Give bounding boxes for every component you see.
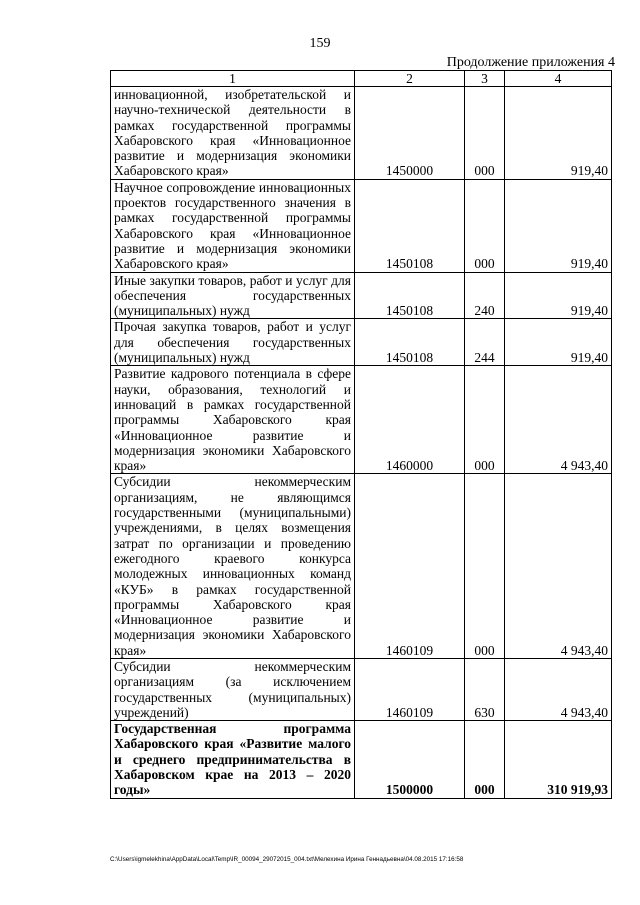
budget-table xyxy=(110,70,612,799)
continuation-label: Продолжение приложения 4 xyxy=(446,55,615,70)
row-code: 1460109 xyxy=(355,658,465,720)
row-name: Научное сопровождение инновационных проектов государственного значения в рамках государственной программы Хабаровского края «Инновационное развитие и модернизация экономики Хабаровского края» xyxy=(111,179,355,272)
table-row xyxy=(111,272,612,319)
row-sum: 919,40 xyxy=(505,319,612,366)
row-code: 1450000 xyxy=(355,87,465,180)
row-type: 244 xyxy=(465,319,505,366)
header-col-1: 1 xyxy=(111,71,355,87)
table-row-program-total xyxy=(111,721,612,798)
row-code: 1500000 xyxy=(355,721,465,798)
file-path-footer: C:\Users\igmelekhina\AppData\Local\Temp\IR_00094_29072015_004.txt\Мелехина Ирина Геннадьевна\04.08.2015 17:16:58 xyxy=(110,856,464,863)
table-row xyxy=(111,87,612,180)
row-code: 1460109 xyxy=(355,474,465,659)
header-col-3: 3 xyxy=(465,71,505,87)
page-number: 159 xyxy=(309,36,331,51)
row-type: 000 xyxy=(465,366,505,474)
row-type: 000 xyxy=(465,87,505,180)
header-col-2: 2 xyxy=(355,71,465,87)
row-type: 000 xyxy=(465,721,505,798)
row-sum: 919,40 xyxy=(505,87,612,180)
row-type: 630 xyxy=(465,658,505,720)
table-row xyxy=(111,319,612,366)
row-name: инновационной, изобретательской и научно-технической деятельности в рамках государственной программы Хабаровского края «Инновационное развитие и модернизация экономики Хабаровского края» xyxy=(111,87,355,180)
row-sum: 4 943,40 xyxy=(505,658,612,720)
row-sum: 919,40 xyxy=(505,272,612,319)
row-type: 240 xyxy=(465,272,505,319)
row-sum: 919,40 xyxy=(505,179,612,272)
row-code: 1450108 xyxy=(355,272,465,319)
row-code: 1450108 xyxy=(355,319,465,366)
table-header-row xyxy=(111,71,612,87)
table-row xyxy=(111,366,612,474)
table-row xyxy=(111,179,612,272)
row-name: Иные закупки товаров, работ и услуг для обеспечения государственных (муниципальных) нужд xyxy=(111,272,355,319)
header-col-4: 4 xyxy=(505,71,612,87)
row-code: 1460000 xyxy=(355,366,465,474)
table-row xyxy=(111,658,612,720)
row-type: 000 xyxy=(465,474,505,659)
row-name: Развитие кадрового потенциала в сфере науки, образования, технологий и инноваций в рамках государственной программы Хабаровского края «Инновационное развитие и модернизация экономики Хабаровского края» xyxy=(111,366,355,474)
row-name: Государственная программа Хабаровского края «Развитие малого и среднего предпринимательства в Хабаровском крае на 2013 – 2020 годы» xyxy=(111,721,355,798)
row-sum: 4 943,40 xyxy=(505,474,612,659)
row-name: Субсидии некоммерческим организациям (за исключением государственных (муниципальных) учреждений) xyxy=(111,658,355,720)
row-sum: 4 943,40 xyxy=(505,366,612,474)
table-row xyxy=(111,474,612,659)
row-sum: 310 919,93 xyxy=(505,721,612,798)
row-name: Прочая закупка товаров, работ и услуг для обеспечения государственных (муниципальных) нужд xyxy=(111,319,355,366)
row-name: Субсидии некоммерческим организациям, не являющимся государственными (муниципальными) учреждениями, в целях возмещения затрат по организации и проведению ежегодного краевого конкурса молодежных инновационных команд «КУБ» в рамках государственной программы Хабаровского края «Инновационное развитие и модернизация экономики Хабаровского края» xyxy=(111,474,355,659)
row-type: 000 xyxy=(465,179,505,272)
row-code: 1450108 xyxy=(355,179,465,272)
